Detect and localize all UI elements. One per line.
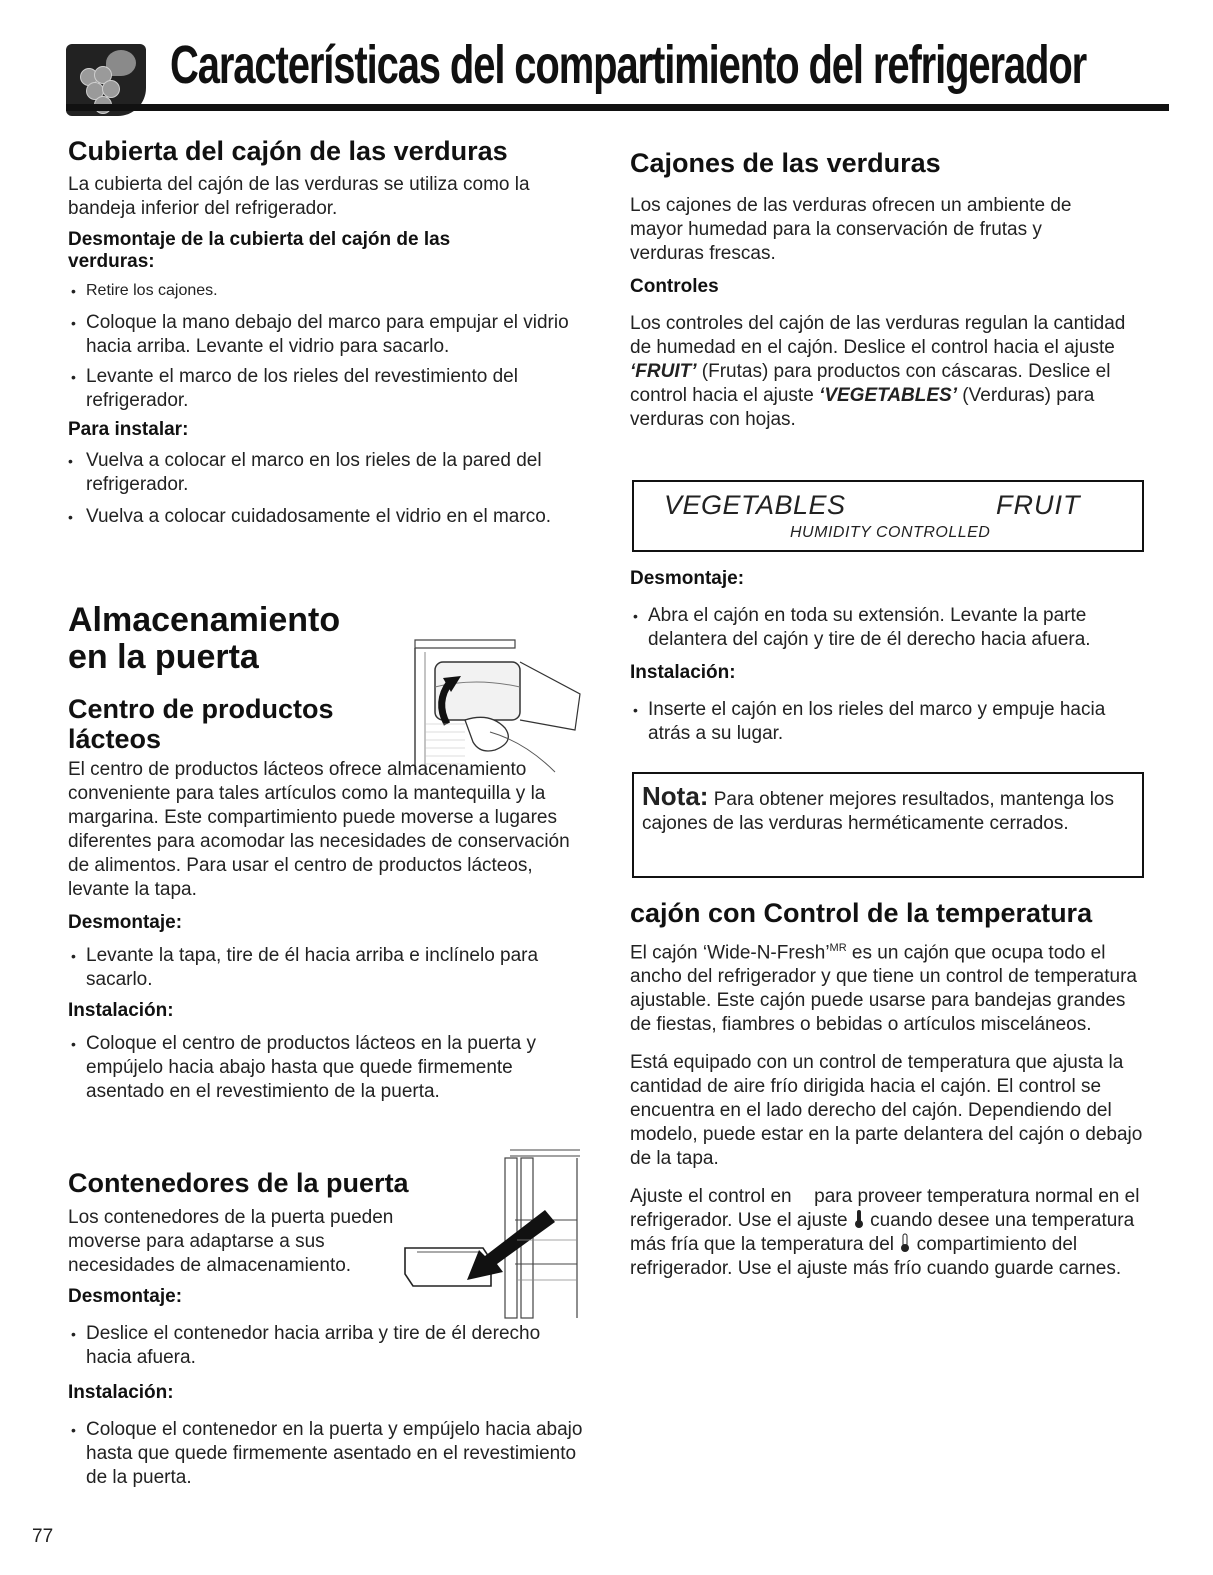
thermometer-cold-icon	[853, 1209, 865, 1229]
list-item: • Coloque el contenedor en la puerta y empújelo hacia abajo hasta que quede firmemente asentado en el revestimiento de la puerta.	[68, 1418, 586, 1490]
cubierta-install-heading: Para instalar:	[68, 419, 189, 440]
list-item: • Levante el marco de los rieles del revestimiento del refrigerador.	[68, 365, 598, 413]
slider-vegetables-label: VEGETABLES	[664, 490, 846, 520]
nota-box	[632, 772, 1144, 878]
nota-label: Nota:	[642, 781, 709, 811]
temperatura-heading: cajón con Control de la temperatura	[630, 898, 1093, 928]
title-rule	[66, 104, 1169, 111]
fruit-term: ‘FRUIT’	[630, 361, 697, 382]
cubierta-heading: Cubierta del cajón de las verduras	[68, 136, 508, 166]
controles-body	[630, 312, 1130, 432]
page-number: 77	[32, 1526, 54, 1547]
temperatura-p3	[630, 1185, 1145, 1281]
temperatura-p1-a: El cajón ‘Wide-N-Fresh’	[630, 942, 830, 964]
temperatura-p1-b: es un cajón que ocupa todo el ancho del refrigerador y que tiene un control de temperatura ajustable. Este cajón puede usarse para bandejas grandes de fiestas, fiambres o bebidas o artículos misceláneos.	[630, 942, 1137, 1036]
list-item: • Inserte el cajón en los rieles del marco y empuje hacia atrás a su lugar.	[630, 698, 1118, 746]
section-cajones-steps	[630, 568, 1150, 746]
cubierta-intro: La cubierta del cajón de las verduras se utiliza como la bandeja inferior del refrigerador.	[68, 174, 530, 219]
cajones-body: Los cajones de las verduras ofrecen un ambiente de mayor humedad para la conservación de frutas y verduras frescas.	[630, 195, 1072, 264]
contenedores-install-heading: Instalación:	[68, 1382, 174, 1403]
cajones-remove-heading: Desmontaje:	[630, 568, 745, 589]
section-cajones	[630, 148, 1150, 432]
list-item: • Abra el cajón en toda su extensión. Levante la parte delantera del cajón y tire de él derecho hacia afuera.	[630, 604, 1143, 652]
section-contenedores	[68, 1168, 598, 1490]
list-item: • Coloque la mano debajo del marco para empujar el vidrio hacia arriba. Levante el vidrio para sacarlo.	[68, 311, 598, 359]
lacteos-remove-heading: Desmontaje:	[68, 912, 183, 933]
lacteos-heading-line1: Centro de productos	[68, 694, 334, 724]
section-lacteos	[68, 694, 608, 1104]
lacteos-heading-line2: lácteos	[68, 724, 162, 754]
section-temperatura	[630, 898, 1150, 1281]
temperatura-p3-b: para proveer temperatura normal en el refrigerador. Use el ajuste	[630, 1186, 1140, 1232]
temperatura-p2: Está equipado con un control de temperatura que ajusta la cantidad de aire frío dirigida hacia el cajón. El control se encuentra en el lado derecho del cajón. Dependiendo del modelo, puede estar en la parte delantera del cajón o debajo de la tapa.	[630, 1052, 1143, 1170]
almacenamiento-heading-line2: en la puerta	[68, 638, 259, 676]
nota-body: Para obtener mejores resultados, mantenga los cajones de las verduras herméticamente cerrados.	[642, 789, 1114, 834]
cajones-install-heading: Instalación:	[630, 662, 736, 683]
lacteos-install-heading: Instalación:	[68, 1000, 174, 1021]
humidity-control-label	[632, 480, 1144, 552]
list-item: • Retire los cajones.	[68, 279, 598, 303]
temperatura-p3-c: cuando desee una temperatura más fría que la temperatura del	[630, 1210, 1135, 1256]
temperatura-p1	[630, 936, 1142, 1037]
contenedores-body: Los contenedores de la puerta pueden moverse para adaptarse a sus necesidades de almacenamiento.	[68, 1207, 394, 1276]
lacteos-body: El centro de productos lácteos ofrece almacenamiento conveniente para tales artículos como la mantequilla y la margarina. Este compartimiento puede moverse a lugares diferentes para acomodar las necesidades de conservación de alimentos. Para usar el centro de productos lácteos, levante la tapa.	[68, 759, 570, 900]
section-almacenamiento	[68, 602, 340, 676]
page-title: Características del compartimiento del refrigerador	[170, 35, 1087, 95]
list-item: • Deslice el contenedor hacia arriba y tire de él derecho hacia afuera.	[68, 1322, 546, 1370]
list-item: • Levante la tapa, tire de él hacia arriba e inclínelo para sacarlo.	[68, 944, 556, 992]
controles-text-3: (Verduras) para verduras con hojas.	[630, 385, 1095, 430]
list-item: • Vuelva a colocar cuidadosamente el vidrio en el marco.	[68, 505, 598, 529]
temperatura-p3-a: Ajuste el control en	[630, 1186, 792, 1208]
almacenamiento-heading-line1: Almacenamiento	[68, 601, 341, 639]
nota-text	[642, 781, 1134, 836]
controles-heading: Controles	[630, 276, 719, 297]
cajones-heading: Cajones de las verduras	[630, 148, 941, 178]
list-item: • Vuelva a colocar el marco en los rieles de la pared del refrigerador.	[68, 449, 598, 497]
controles-text-1: Los controles del cajón de las verduras regulan la cantidad de humedad en el cajón. Deslice el control hacia el ajuste	[630, 313, 1126, 358]
thermometer-normal-icon	[899, 1233, 911, 1253]
list-item: • Coloque el centro de productos lácteos en la puerta y empújelo hacia abajo hasta que quede firmemente asentado en el revestimiento de la puerta.	[68, 1032, 581, 1104]
slider-caption: HUMIDITY CONTROLLED	[790, 524, 991, 541]
contenedores-heading: Contenedores de la puerta	[68, 1168, 409, 1198]
cubierta-remove-heading: Desmontaje de la cubierta del cajón de las verduras:	[68, 229, 451, 272]
contenedores-remove-heading: Desmontaje:	[68, 1286, 183, 1307]
trademark-mark: MR	[829, 942, 847, 954]
temperatura-p3-d: compartimiento del refrigerador. Use el ajuste más frío cuando guarde carnes.	[630, 1234, 1122, 1280]
slider-fruit-label: FRUIT	[996, 490, 1081, 520]
controles-text-2: (Frutas) para productos con cáscaras. Deslice el control hacia el ajuste	[630, 361, 1111, 406]
section-cubierta	[68, 136, 598, 529]
vegetables-term: ‘VEGETABLES’	[819, 385, 958, 406]
